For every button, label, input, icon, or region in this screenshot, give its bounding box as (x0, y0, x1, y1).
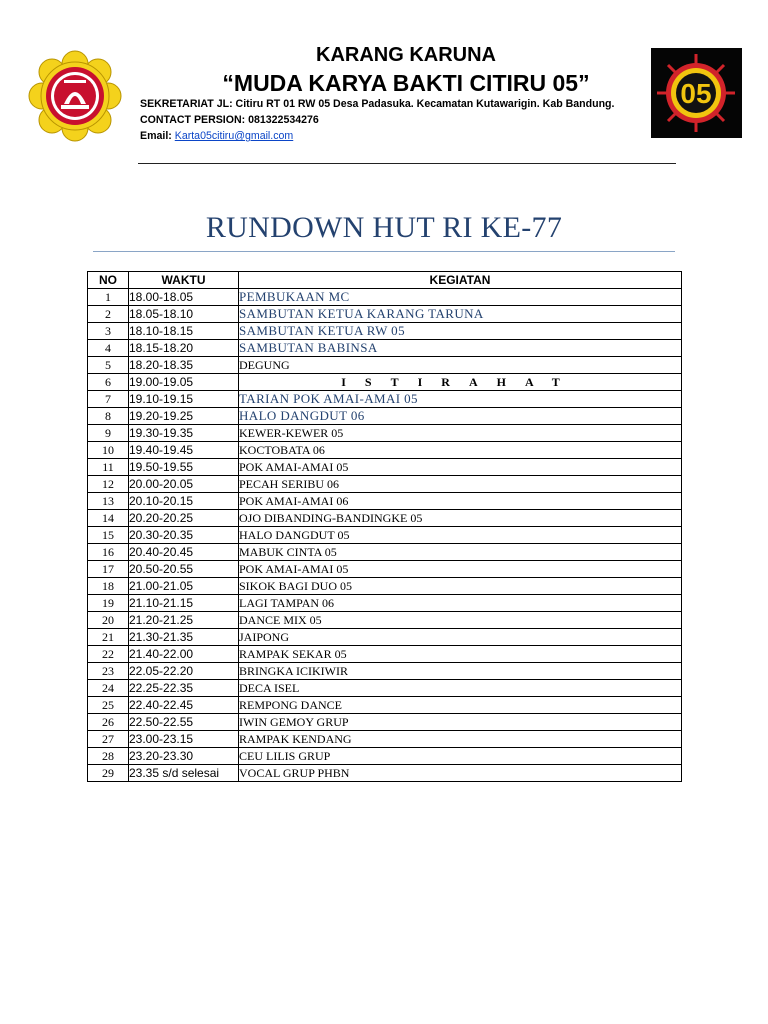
table-row (88, 595, 682, 612)
header-divider (138, 163, 676, 164)
table-row (88, 731, 682, 748)
table-row (88, 340, 682, 357)
table-row (88, 323, 682, 340)
row-time: 20.30-20.35 (129, 527, 239, 544)
row-activity: REMPONG DANCE (239, 697, 682, 714)
row-time: 20.40-20.45 (129, 544, 239, 561)
table-row (88, 510, 682, 527)
row-time: 22.50-22.55 (129, 714, 239, 731)
table-row (88, 680, 682, 697)
row-number: 25 (88, 697, 129, 714)
table-row (88, 697, 682, 714)
row-time: 18.15-18.20 (129, 340, 239, 357)
row-number: 6 (88, 374, 129, 391)
table-row (88, 765, 682, 782)
row-activity: TARIAN POK AMAI-AMAI 05 (239, 391, 682, 408)
table-row (88, 374, 682, 391)
rundown-table (87, 271, 682, 782)
row-activity: JAIPONG (239, 629, 682, 646)
row-time: 18.20-18.35 (129, 357, 239, 374)
table-header-row (88, 272, 682, 289)
table-row (88, 476, 682, 493)
row-time: 19.50-19.55 (129, 459, 239, 476)
row-time: 20.00-20.05 (129, 476, 239, 493)
row-time: 23.20-23.30 (129, 748, 239, 765)
row-activity: DECA ISEL (239, 680, 682, 697)
row-time: 19.00-19.05 (129, 374, 239, 391)
email-link[interactable]: Karta05citiru@gmail.com (174, 130, 294, 142)
row-time: 23.00-23.15 (129, 731, 239, 748)
row-time: 22.05-22.20 (129, 663, 239, 680)
row-number: 23 (88, 663, 129, 680)
row-activity: SAMBUTAN KETUA RW 05 (239, 323, 682, 340)
row-time: 18.05-18.10 (129, 306, 239, 323)
table-row (88, 527, 682, 544)
row-time: 20.50-20.55 (129, 561, 239, 578)
table-row (88, 306, 682, 323)
row-time: 20.10-20.15 (129, 493, 239, 510)
row-number: 13 (88, 493, 129, 510)
row-number: 8 (88, 408, 129, 425)
row-activity: LAGI TAMPAN 06 (239, 595, 682, 612)
table-row (88, 561, 682, 578)
row-number: 9 (88, 425, 129, 442)
row-activity: PEMBUKAAN MC (239, 289, 682, 306)
row-activity: SAMBUTAN BABINSA (239, 340, 682, 357)
table-row (88, 748, 682, 765)
table-row (88, 612, 682, 629)
contact-person: CONTACT PERSION: 081322534276 (140, 114, 319, 126)
row-number: 21 (88, 629, 129, 646)
row-time: 21.30-21.35 (129, 629, 239, 646)
row-time: 19.10-19.15 (129, 391, 239, 408)
row-activity: HALO DANGDUT 05 (239, 527, 682, 544)
row-time: 21.00-21.05 (129, 578, 239, 595)
row-activity: POK AMAI-AMAI 05 (239, 561, 682, 578)
email-line (140, 130, 293, 142)
row-number: 7 (88, 391, 129, 408)
row-time: 18.00-18.05 (129, 289, 239, 306)
row-number: 19 (88, 595, 129, 612)
row-number: 26 (88, 714, 129, 731)
break-label: ISTIRAHAT (341, 375, 579, 389)
organization-name: KARANG KARUNA (316, 44, 496, 66)
row-activity: DEGUNG (239, 357, 682, 374)
row-activity: IWIN GEMOY GRUP (239, 714, 682, 731)
organization-motto: “MUDA KARYA BAKTI CITIRU 05” (222, 70, 590, 96)
row-activity: POK AMAI-AMAI 05 (239, 459, 682, 476)
row-number: 11 (88, 459, 129, 476)
row-activity: POK AMAI-AMAI 06 (239, 493, 682, 510)
row-activity: KEWER-KEWER 05 (239, 425, 682, 442)
row-time: 21.10-21.15 (129, 595, 239, 612)
row-time: 19.40-19.45 (129, 442, 239, 459)
row-number: 12 (88, 476, 129, 493)
email-label: Email: (140, 130, 175, 142)
row-activity: BRINGKA ICIKIWIR (239, 663, 682, 680)
row-activity: PECAH SERIBU 06 (239, 476, 682, 493)
column-header-kegiatan: KEGIATAN (239, 272, 682, 289)
row-number: 18 (88, 578, 129, 595)
row-number: 28 (88, 748, 129, 765)
row-time: 21.40-22.00 (129, 646, 239, 663)
row-number: 2 (88, 306, 129, 323)
row-activity: DANCE MIX 05 (239, 612, 682, 629)
row-time: 18.10-18.15 (129, 323, 239, 340)
row-time: 19.20-19.25 (129, 408, 239, 425)
table-row (88, 493, 682, 510)
table-row (88, 425, 682, 442)
row-activity: SAMBUTAN KETUA KARANG TARUNA (239, 306, 682, 323)
row-activity: OJO DIBANDING-BANDINGKE 05 (239, 510, 682, 527)
row-time: 23.35 s/d selesai (129, 765, 239, 782)
row-number: 27 (88, 731, 129, 748)
row-activity: VOCAL GRUP PHBN (239, 765, 682, 782)
title-divider (93, 251, 675, 252)
row-activity: MABUK CINTA 05 (239, 544, 682, 561)
secretariat-address: SEKRETARIAT JL: Citiru RT 01 RW 05 Desa Padasuka. Kecamatan Kutawarigin. Kab Bandung. (140, 98, 615, 110)
row-time: 20.20-20.25 (129, 510, 239, 527)
column-header-no: NO (88, 272, 129, 289)
row-number: 20 (88, 612, 129, 629)
row-number: 10 (88, 442, 129, 459)
table-row (88, 289, 682, 306)
row-number: 1 (88, 289, 129, 306)
table-row (88, 357, 682, 374)
table-row (88, 391, 682, 408)
row-time: 19.30-19.35 (129, 425, 239, 442)
logo-number: 05 (680, 78, 712, 109)
row-activity: RAMPAK KENDANG (239, 731, 682, 748)
table-row (88, 442, 682, 459)
row-activity: KOCTOBATA 06 (239, 442, 682, 459)
row-time: 22.25-22.35 (129, 680, 239, 697)
row-activity (239, 374, 682, 391)
row-time: 22.40-22.45 (129, 697, 239, 714)
row-activity: CEU LILIS GRUP (239, 748, 682, 765)
table-row (88, 578, 682, 595)
row-number: 16 (88, 544, 129, 561)
document-title: RUNDOWN HUT RI KE-77 (205, 211, 563, 244)
table-row (88, 544, 682, 561)
row-number: 29 (88, 765, 129, 782)
row-activity: SIKOK BAGI DUO 05 (239, 578, 682, 595)
table-row (88, 408, 682, 425)
table-row (88, 629, 682, 646)
row-number: 14 (88, 510, 129, 527)
row-number: 15 (88, 527, 129, 544)
table-row (88, 646, 682, 663)
row-number: 4 (88, 340, 129, 357)
row-number: 24 (88, 680, 129, 697)
table-row (88, 714, 682, 731)
row-activity: HALO DANGDUT 06 (239, 408, 682, 425)
row-time: 21.20-21.25 (129, 612, 239, 629)
row-number: 22 (88, 646, 129, 663)
row-number: 3 (88, 323, 129, 340)
column-header-waktu: WAKTU (129, 272, 239, 289)
row-number: 5 (88, 357, 129, 374)
table-row (88, 663, 682, 680)
row-activity: RAMPAK SEKAR 05 (239, 646, 682, 663)
table-row (88, 459, 682, 476)
row-number: 17 (88, 561, 129, 578)
